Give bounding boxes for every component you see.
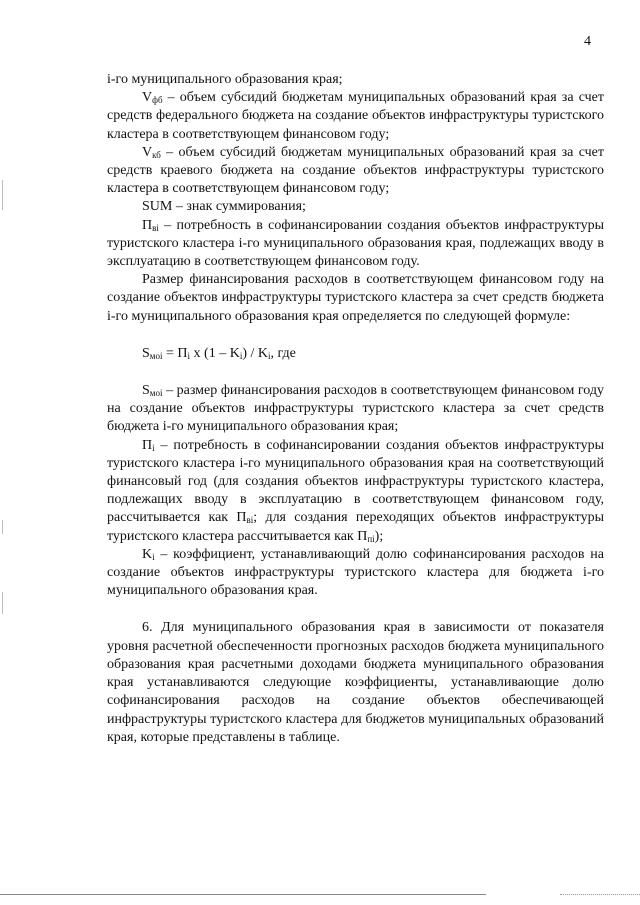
paragraph-continuation: i-го муниципального образования края;	[107, 72, 343, 87]
page-number: 4	[584, 34, 591, 49]
definition-v-kb: $V_{кб}$ – объем субсидий бюджетам муниципальных образований края за счет средств краевого бюджета на создание объектов инфраструктуры туристского кластера в соответствующем финансовом году;	[107, 144, 604, 197]
section-6: 6. Для муниципального образования края в зависимости от показателя уровня расчетной обеспеченности прогнозных расходов бюджета муниципального образования края расчетными доходами бюджета муниципального образования края устанавливаются следующие коэффициенты, устанавливающие долю софинансирования расходов на создание объектов обеспечивающей инфраструктуры туристского кластера для бюджетов муниципальных образований края, которые представлены в таблице.	[107, 620, 604, 745]
definition-v-fb: $V_{фб}$ – объем субсидий бюджетам муниципальных образований края за счет средств федерального бюджета на создание объектов инфраструктуры туристского кластера в соответствующем финансовом году;	[107, 90, 604, 142]
document-body	[107, 71, 604, 747]
definition-p-vi: $П_{вi}$ – потребность в софинансировании создания объектов инфраструктуры туристского кластера i-го муниципального образования края, подлежащих вводу в эксплуатацию в соответствующем финансовом году.	[107, 217, 604, 270]
formula-intro: Размер финансирования расходов в соответствующем финансовом году на создание объектов инфраструктуры туристского кластера за счет средств бюджета i-го муниципального образования края определяется по следующей формуле:	[107, 272, 604, 324]
scan-edge-mark	[2, 520, 3, 534]
scan-bottom-dots	[560, 894, 640, 895]
definition-p-i: $П_i$ – потребность в софинансировании создания объектов инфраструктуры туристского кластера i-го муниципального образования края на соответствующий финансовый год (для создания объектов инфраструктуры туристского кластера, подлежащих вводу в эксплуатацию в соответствующем финансовом году, рассчитывается как $П_{вi}$; для создания переходящих объектов инфраструктуры туристского кластера рассчитывается как $П_{пi}$);	[107, 437, 604, 544]
scan-bottom-rule	[0, 894, 486, 895]
formula: $S_{моi} = П_i$ х $(1 - K_i) / K_i$, где	[142, 345, 296, 361]
definition-k-i: $K_i$ – коэффициент, устанавливающий долю софинансирования расходов на создание объектов инфраструктуры туристского кластера для бюджета i-го муниципального образования края.	[107, 546, 604, 599]
definition-sum: SUM – знак суммирования;	[142, 199, 306, 215]
scan-edge-mark	[2, 592, 3, 614]
scan-edge-mark	[2, 180, 3, 210]
definition-s-moi: $S_{моi}$ – размер финансирования расходов в соответствующем финансовом году на создание объектов инфраструктуры туристского кластера за счет средств бюджета i-го муниципального образования края;	[107, 383, 604, 435]
